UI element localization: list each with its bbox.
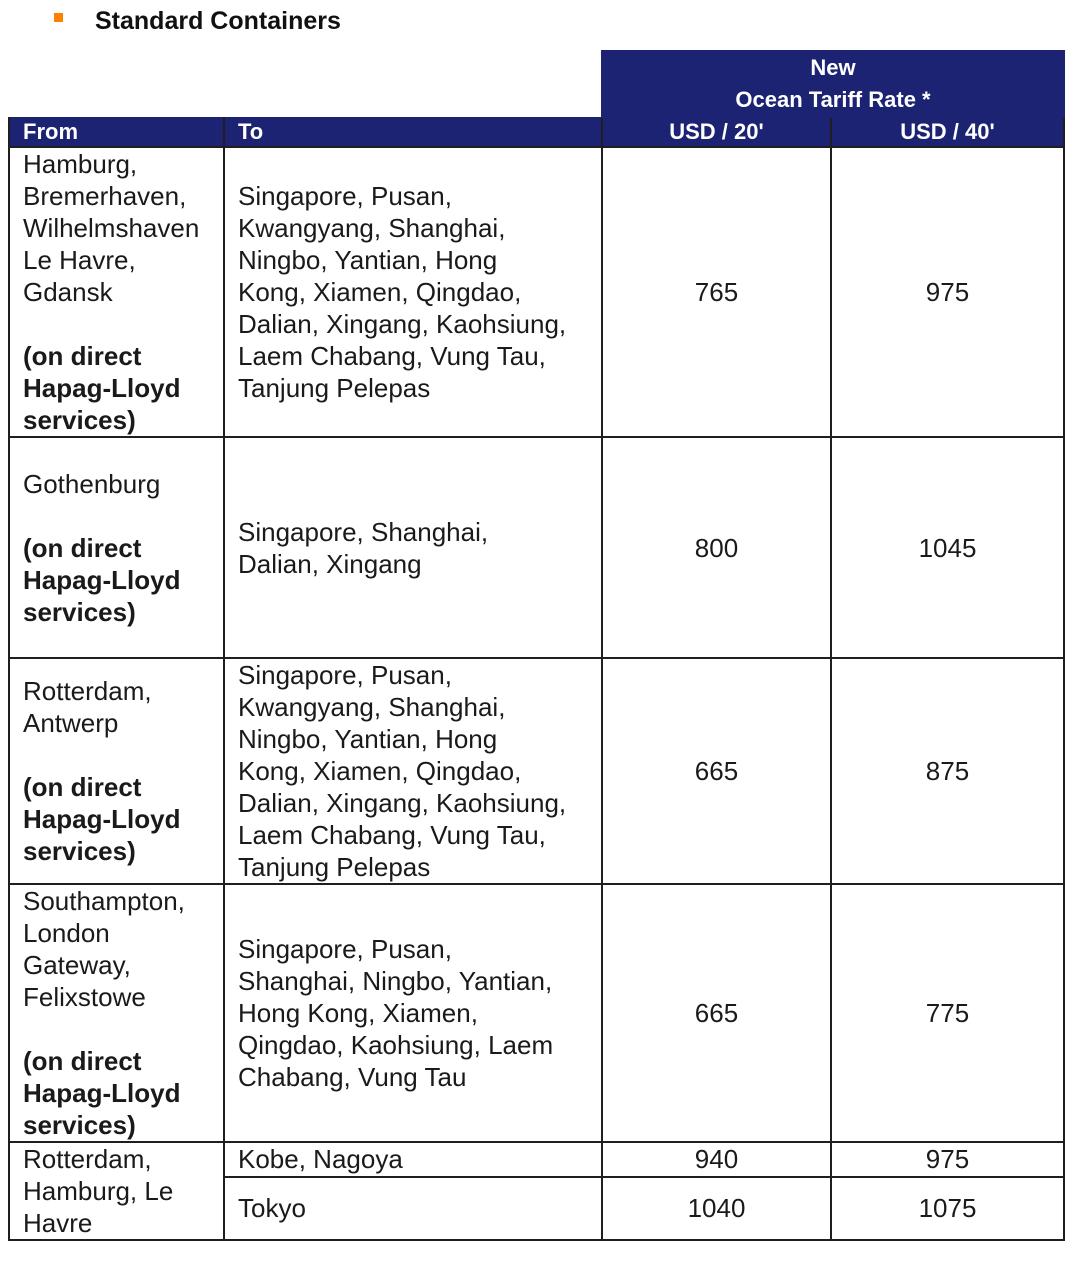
destination-cell <box>224 658 602 884</box>
section-title: Standard Containers <box>95 6 341 35</box>
group-header-line2: Ocean Tariff Rate * <box>735 87 931 112</box>
column-header-usd20: USD / 20' <box>602 117 831 147</box>
rate-usd40: 875 <box>831 658 1064 884</box>
service-note: (on direct Hapag-Lloyd services) <box>23 532 181 627</box>
group-header-ocean-tariff <box>602 51 1064 117</box>
bullet-square-icon <box>54 13 63 22</box>
service-note: (on direct Hapag-Lloyd services) <box>23 1046 181 1140</box>
origin-ports: Rotterdam, Hamburg, Le Havre <box>23 1144 174 1238</box>
group-header-line1: New <box>810 55 856 80</box>
destination-ports: Singapore, Pusan, Kwangyang, Shanghai, Ningbo, Yantian, Hong Kong, Xiamen, Qingdao, Dalian, Xingang, Kaohsiung, Laem Chabang, Vung Tau, Tanjung Pelepas <box>238 660 567 882</box>
service-note: (on direct Hapag-Lloyd services) <box>23 772 181 866</box>
origin-ports: Gothenburg <box>23 468 161 499</box>
origin-cell <box>9 884 224 1142</box>
rate-usd20: 800 <box>602 437 831 658</box>
destination-cell: Tokyo <box>224 1177 602 1240</box>
rate-usd40: 975 <box>831 147 1064 437</box>
destination-cell <box>224 884 602 1142</box>
tariff-table <box>8 50 1065 1241</box>
rate-usd20: 765 <box>602 147 831 437</box>
table-row <box>9 437 1064 658</box>
table-row <box>9 1142 1064 1177</box>
destination-cell <box>224 437 602 658</box>
column-header-from: From <box>9 117 224 147</box>
column-header-row <box>9 117 1064 147</box>
column-header-usd40: USD / 40' <box>831 117 1064 147</box>
section-heading <box>54 5 341 37</box>
column-header-to: To <box>224 117 602 147</box>
origin-cell <box>9 147 224 437</box>
origin-ports: Southampton, London Gateway, Felixstowe <box>23 886 185 1012</box>
header-spacer <box>9 51 602 117</box>
origin-cell <box>9 437 224 658</box>
destination-cell <box>224 147 602 437</box>
origin-ports: Rotterdam, Antwerp <box>23 676 152 738</box>
table-row <box>9 658 1064 884</box>
origin-cell <box>9 1142 224 1240</box>
destination-ports: Singapore, Pusan, Shanghai, Ningbo, Yantian, Hong Kong, Xiamen, Qingdao, Kaohsiung, Laem Chabang, Vung Tau <box>238 934 554 1092</box>
rate-usd40: 975 <box>831 1142 1064 1177</box>
table-row <box>9 147 1064 437</box>
destination-ports: Singapore, Shanghai, Dalian, Xingang <box>238 516 489 579</box>
rate-usd20: 665 <box>602 658 831 884</box>
table-row <box>9 884 1064 1142</box>
origin-cell <box>9 658 224 884</box>
origin-ports: Hamburg, Bremerhaven, Wilhelmshaven Le Havre, Gdansk <box>23 149 200 307</box>
destination-cell: Kobe, Nagoya <box>224 1142 602 1177</box>
rate-usd20: 665 <box>602 884 831 1142</box>
service-note: (on direct Hapag-Lloyd services) <box>23 341 181 435</box>
rate-usd20: 940 <box>602 1142 831 1177</box>
rate-usd40: 775 <box>831 884 1064 1142</box>
destination-ports: Singapore, Pusan, Kwangyang, Shanghai, Ningbo, Yantian, Hong Kong, Xiamen, Qingdao, Dalian, Xingang, Kaohsiung, Laem Chabang, Vung Tau, Tanjung Pelepas <box>238 181 567 403</box>
rate-usd40: 1045 <box>831 437 1064 658</box>
rate-usd40: 1075 <box>831 1177 1064 1240</box>
rate-usd20: 1040 <box>602 1177 831 1240</box>
